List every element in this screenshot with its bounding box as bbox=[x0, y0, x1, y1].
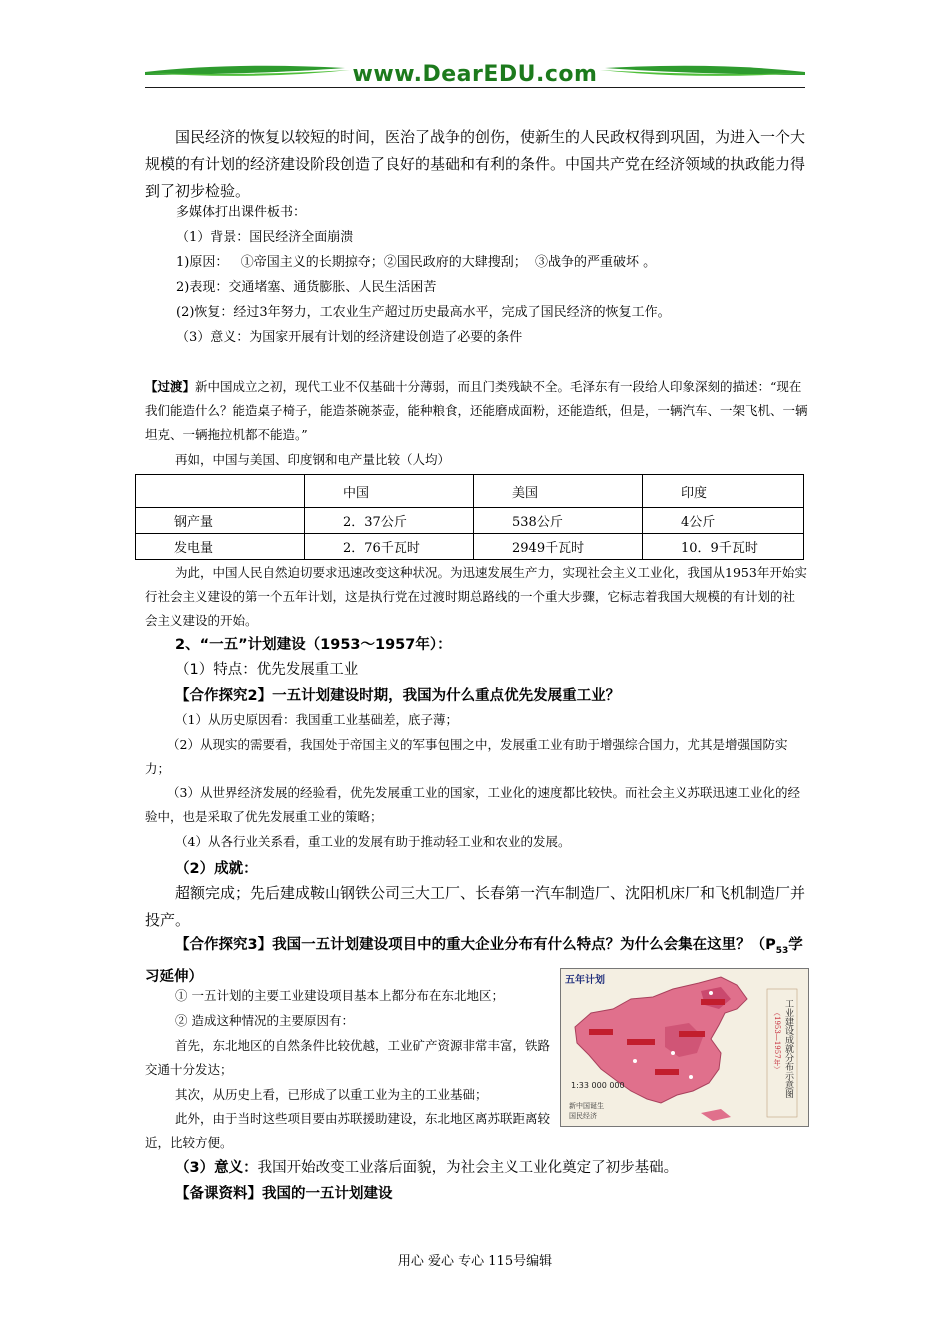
transition-paragraph bbox=[145, 375, 810, 447]
reason-2: （2）从现实的需要看，我国处于帝国主义的军事包围之中，发展重工业有助于增强综合国力，尤其是增强国防实力； bbox=[145, 737, 788, 776]
table-header-cell: 印度 bbox=[643, 475, 804, 508]
inquiry-2-question: 【合作探究2】一五计划建设时期，我国为什么重点优先发展重工业？ bbox=[175, 688, 621, 704]
transition-text: 新中国成立之初，现代工业不仅基础十分薄弱，而且门类残缺不全。毛泽东有一段给人印象深刻的描述：“现在我们能造什么？能造桌子椅子，能造茶碗茶壶，能种粮食，还能磨成面粉，还能造纸，但是，一辆汽车、一架飞机、一辆坦克、一辆拖拉机都不能造。” bbox=[145, 379, 808, 442]
inquiry-3-text: 【合作探究3】我国一五计划建设项目中的重大企业分布有什么特点？为什么会集在这里？（P bbox=[175, 937, 776, 953]
board-caption: 多媒体打出课件板书： bbox=[176, 205, 307, 220]
page-number-subscript: 53 bbox=[775, 945, 789, 956]
distribution-reason-2: 其次，从历史上看，已形成了以重工业为主的工业基础； bbox=[175, 1087, 488, 1102]
map-years: （1953—1957年） bbox=[773, 1009, 781, 1073]
map-title: 五年计划 bbox=[565, 975, 605, 986]
table-cell: 钢产量 bbox=[136, 508, 305, 534]
intro-paragraph: 国民经济的恢复以较短的时间，医治了战争的创伤，使新生的人民政权得到巩固，为进入一个大规模的有计划的经济建设阶段创造了良好的基础和有利的条件。中国共产党在经济领域的执政能力得到了初步检验。 bbox=[145, 128, 806, 200]
table-header-row bbox=[136, 475, 804, 508]
reason-3: （3）从世界经济发展的经验看，优先发展重工业的国家，工业化的速度都比较快。而社会主义苏联迅速工业化的经验中，也是采取了优先发展重工业的策略； bbox=[145, 785, 800, 824]
feature-heading: （1）特点：优先发展重工业 bbox=[175, 662, 359, 678]
table-header-cell: 美国 bbox=[474, 475, 643, 508]
map-legend-1: 新中国诞生 bbox=[569, 1102, 604, 1110]
table-row bbox=[136, 534, 804, 560]
header-rule bbox=[145, 87, 805, 88]
steel-electricity-table bbox=[135, 474, 804, 560]
site-logo-text: www.DearEDU.com bbox=[352, 62, 598, 87]
reference-heading: 【备课资料】我国的一五计划建设 bbox=[175, 1186, 393, 1202]
inquiry-3-suffix: 学习延伸） bbox=[145, 937, 803, 985]
reason-1: （1）从历史原因看：我国重工业基础差，底子薄； bbox=[175, 712, 458, 727]
table-cell: 4公斤 bbox=[643, 508, 804, 534]
page-footer: 用心 爱心 专心 115号编辑 bbox=[397, 1254, 553, 1269]
section-2-title: 2、“一五”计划建设（1953～1957年）： bbox=[175, 637, 452, 653]
table-cell: 2949千瓦时 bbox=[474, 534, 643, 560]
table-row bbox=[136, 508, 804, 534]
map-scale: 1:33 000 000 bbox=[571, 1081, 625, 1090]
table-cell: 10．9千瓦时 bbox=[643, 534, 804, 560]
board-line-3: 2)表现：交通堵塞、通货膨胀、人民生活困苦 bbox=[176, 280, 437, 295]
table-cell: 2．76千瓦时 bbox=[305, 534, 474, 560]
table-cell: 538公斤 bbox=[474, 508, 643, 534]
table-header-cell: 中国 bbox=[305, 475, 474, 508]
significance-label: （3）意义： bbox=[175, 1160, 258, 1176]
significance-text: 我国开始改变工业落后面貌，为社会主义工业化奠定了初步基础。 bbox=[257, 1160, 679, 1176]
distribution-point-1: ① 一五计划的主要工业建设项目基本上都分布在东北地区； bbox=[175, 988, 504, 1003]
board-line-1: （1）背景：国民经济全面崩溃 bbox=[176, 230, 354, 245]
achievement-heading: （2）成就： bbox=[175, 861, 258, 877]
table-header-cell bbox=[136, 475, 305, 508]
map-legend-2: 国民经济 bbox=[569, 1112, 597, 1120]
distribution-point-2: ② 造成这种情况的主要原因有： bbox=[175, 1013, 354, 1028]
five-year-plan-map bbox=[560, 968, 809, 1127]
map-side-title: 工业建设成就分布示意图 bbox=[783, 999, 793, 1098]
board-line-5: （3）意义：为国家开展有计划的经济建设创造了必要的条件 bbox=[176, 330, 523, 345]
board-line-2: 1)原因： ①帝国主义的长期掠夺；②国民政府的大肆搜刮； ③战争的严重破坏 。 bbox=[176, 255, 657, 270]
distribution-reason-3: 此外，由于当时这些项目要由苏联援助建设，东北地区离苏联距离较近，比较方便。 bbox=[145, 1111, 551, 1150]
board-line-4: (2)恢复：经过3年努力，工农业生产超过历史最高水平，完成了国民经济的恢复工作。 bbox=[176, 305, 671, 320]
achievement-text: 超额完成；先后建成鞍山钢铁公司三大工厂、长春第一汽车制造厂、沈阳机床厂和飞机制造厂并投产。 bbox=[145, 884, 806, 929]
transition-label: 【过渡】 bbox=[145, 379, 196, 394]
significance-line bbox=[175, 1155, 837, 1181]
comparison-caption: 再如，中国与美国、印度钢和电产量比较（人均） bbox=[175, 452, 451, 467]
table-cell: 发电量 bbox=[136, 534, 305, 560]
page-header bbox=[145, 58, 805, 92]
distribution-reason-1: 首先，东北地区的自然条件比较优越，工业矿产资源非常丰富，铁路交通十分发达； bbox=[145, 1038, 551, 1077]
reason-4: （4）从各行业关系看，重工业的发展有助于推动轻工业和农业的发展。 bbox=[175, 834, 571, 849]
table-cell: 2．37公斤 bbox=[305, 508, 474, 534]
after-table-paragraph: 为此，中国人民自然迫切要求迅速改变这种状况。为迅速发展生产力，实现社会主义工业化，我国从1953年开始实行社会主义建设的第一个五年计划，这是执行党在过渡时期总路线的一个重大步骤，它标志着我国大规模的有计划的社会主义建设的开始。 bbox=[145, 565, 807, 628]
